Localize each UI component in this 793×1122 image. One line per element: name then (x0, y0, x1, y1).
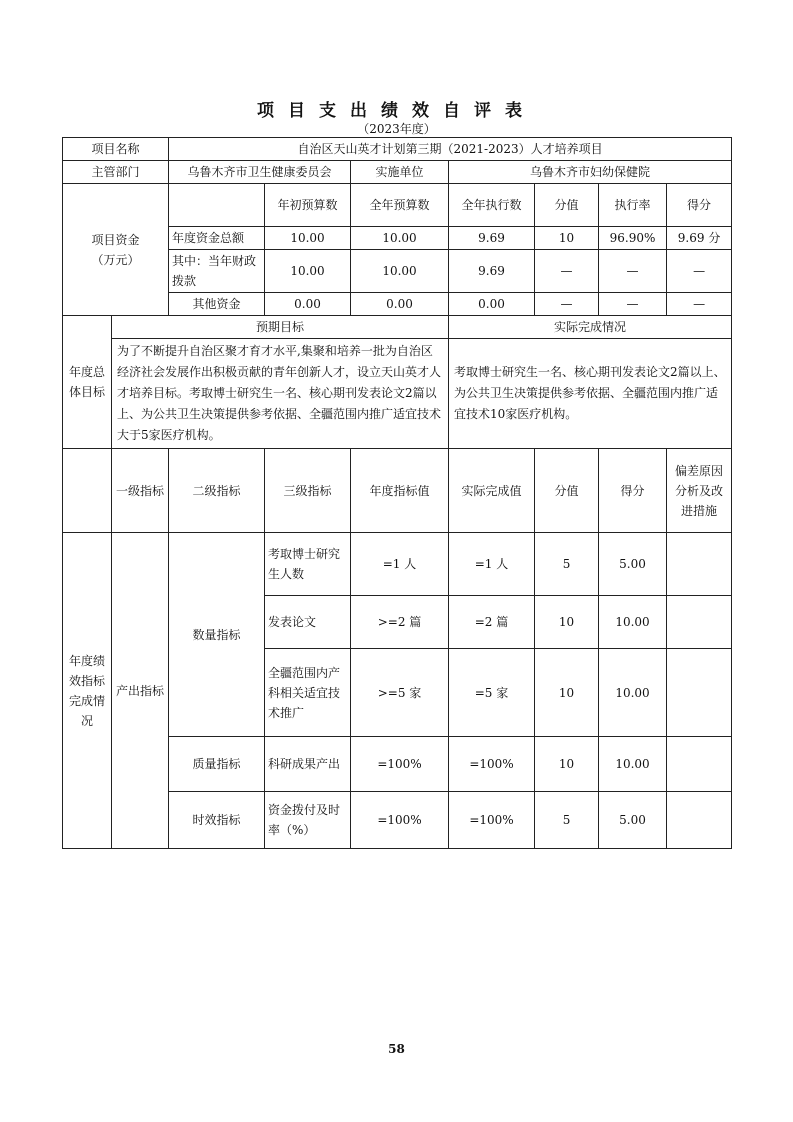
indicator-header: 二级指标 (169, 449, 265, 533)
page-title: 项目支出绩效自评表 (257, 101, 536, 121)
funds-cell: 0.00 (351, 293, 449, 316)
row-indicator-header (63, 449, 732, 533)
funds-header: 分值 (535, 184, 599, 227)
target-value: =100% (351, 737, 449, 792)
actual-header: 实际完成情况 (449, 316, 732, 339)
funds-header: 年初预算数 (265, 184, 351, 227)
deviation-note (667, 533, 732, 596)
row-goals-text (63, 339, 732, 449)
dept-value: 乌鲁木齐市卫生健康委员会 (169, 161, 351, 184)
level1-indicator: 产出指标 (112, 533, 169, 849)
funds-cell: 9.69 (449, 227, 535, 250)
indicator-header: 实际完成值 (449, 449, 535, 533)
indicator-header: 偏差原因分析及改进措施 (667, 449, 732, 533)
indicator-header: 分值 (535, 449, 599, 533)
funds-cell: 0.00 (265, 293, 351, 316)
target-value: =1 人 (351, 533, 449, 596)
funds-label: 项目资金 （万元） (63, 184, 169, 316)
target-value: >=2 篇 (351, 596, 449, 649)
project-name-label: 项目名称 (63, 138, 169, 161)
got-value: 5.00 (599, 792, 667, 849)
actual-text: 考取博士研究生一名、核心期刊发表论文2篇以上、为公共卫生决策提供参考依据、全疆范围内推广适宜技术10家医疗机构。 (449, 339, 732, 449)
actual-value: =1 人 (449, 533, 535, 596)
funds-cell: — (535, 250, 599, 293)
got-value: 10.00 (599, 737, 667, 792)
dept-label: 主管部门 (63, 161, 169, 184)
funds-row-label: 其他资金 (169, 293, 265, 316)
indicator-header-blank (63, 449, 112, 533)
goals-label: 年度总体目标 (63, 316, 112, 449)
level2-indicator: 数量指标 (169, 533, 265, 737)
funds-cell: 9.69 分 (667, 227, 732, 250)
indicator-row (63, 533, 732, 596)
funds-cell: 10.00 (351, 250, 449, 293)
funds-cell: — (599, 293, 667, 316)
funds-cell: 10 (535, 227, 599, 250)
score-value: 10 (535, 596, 599, 649)
funds-header: 执行率 (599, 184, 667, 227)
funds-cell: — (667, 293, 732, 316)
row-department (63, 161, 732, 184)
funds-cell: 0.00 (449, 293, 535, 316)
target-value: >=5 家 (351, 649, 449, 737)
funds-cell: — (535, 293, 599, 316)
funds-cell: — (667, 250, 732, 293)
got-value: 5.00 (599, 533, 667, 596)
unit-label: 实施单位 (351, 161, 449, 184)
funds-cell: — (599, 250, 667, 293)
level3-indicator: 考取博士研究生人数 (265, 533, 351, 596)
row-funds-header (63, 184, 732, 227)
score-value: 10 (535, 649, 599, 737)
funds-cell: 10.00 (351, 227, 449, 250)
score-value: 10 (535, 737, 599, 792)
level3-indicator: 全疆范围内产科相关适宜技术推广 (265, 649, 351, 737)
row-goals-header (63, 316, 732, 339)
target-value: =100% (351, 792, 449, 849)
level3-indicator: 发表论文 (265, 596, 351, 649)
deviation-note (667, 649, 732, 737)
row-project-name (63, 138, 732, 161)
funds-header: 全年预算数 (351, 184, 449, 227)
funds-header: 得分 (667, 184, 732, 227)
funds-row-label: 年度资金总额 (169, 227, 265, 250)
deviation-note (667, 792, 732, 849)
actual-value: =100% (449, 792, 535, 849)
unit-value: 乌鲁木齐市妇幼保健院 (449, 161, 732, 184)
indicator-header: 三级指标 (265, 449, 351, 533)
got-value: 10.00 (599, 649, 667, 737)
indicator-header: 年度指标值 (351, 449, 449, 533)
indicator-section-label: 年度绩效指标完成情况 (63, 533, 112, 849)
actual-value: =2 篇 (449, 596, 535, 649)
actual-value: =5 家 (449, 649, 535, 737)
actual-value: =100% (449, 737, 535, 792)
indicator-header: 得分 (599, 449, 667, 533)
funds-cell: 9.69 (449, 250, 535, 293)
funds-cell: 10.00 (265, 227, 351, 250)
expected-text: 为了不断提升自治区聚才育才水平,集聚和培养一批为自治区经济社会发展作出积极贡献的青年创新人才，设立天山英才人才培养目标。考取博士研究生一名、核心期刊发表论文2篇以上、为公共卫生决策提供参考依据、全疆范围内推广适宜技术大于5家医疗机构。 (112, 339, 449, 449)
level2-indicator: 质量指标 (169, 737, 265, 792)
deviation-note (667, 737, 732, 792)
level3-indicator: 科研成果产出 (265, 737, 351, 792)
evaluation-table (62, 137, 732, 849)
expected-header: 预期目标 (112, 316, 449, 339)
funds-header-blank (169, 184, 265, 227)
funds-row-label: 其中：当年财政拨款 (169, 250, 265, 293)
level3-indicator: 资金拨付及时率（%） (265, 792, 351, 849)
indicator-header: 一级指标 (112, 449, 169, 533)
funds-cell: 96.90% (599, 227, 667, 250)
funds-header: 全年执行数 (449, 184, 535, 227)
project-name-value: 自治区天山英才计划第三期（2021-2023）人才培养项目 (169, 138, 732, 161)
page-number: 58 (388, 1042, 405, 1056)
score-value: 5 (535, 533, 599, 596)
report-year: （2023年度） (357, 122, 436, 136)
deviation-note (667, 596, 732, 649)
got-value: 10.00 (599, 596, 667, 649)
score-value: 5 (535, 792, 599, 849)
funds-cell: 10.00 (265, 250, 351, 293)
level2-indicator: 时效指标 (169, 792, 265, 849)
